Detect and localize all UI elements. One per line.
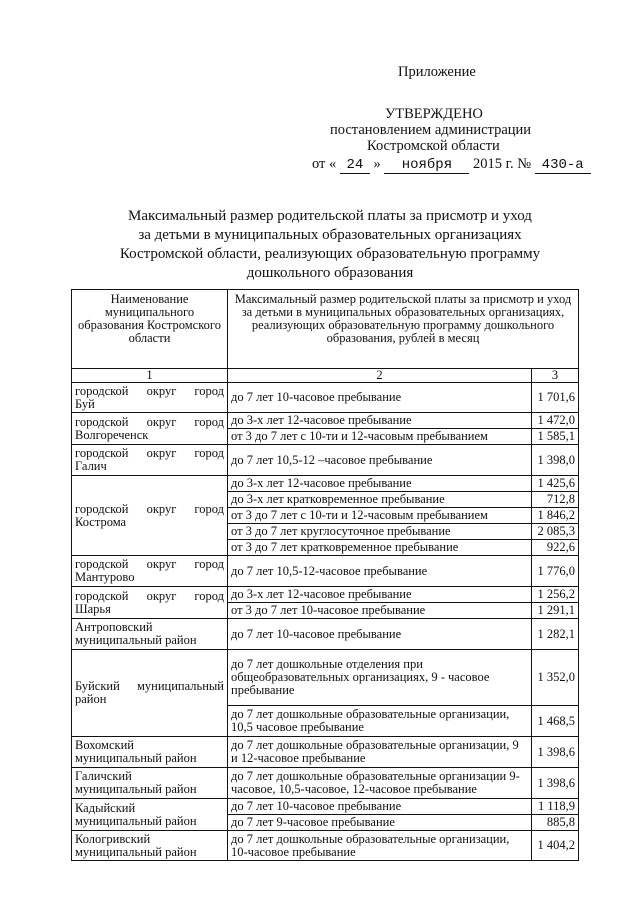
fee-value-cell: 1 585,1	[532, 429, 579, 445]
col-number-1: 1	[72, 369, 228, 383]
col-number-3: 3	[532, 369, 579, 383]
title-line-1: Максимальный размер родительской платы за присмотр и уход	[128, 208, 532, 224]
municipality-name-bottom: муниципальный район	[75, 782, 197, 796]
appendix-label: Приложение	[398, 64, 476, 80]
fee-value-cell: 1 776,0	[532, 556, 579, 587]
municipality-name-bottom: Мантурово	[75, 570, 135, 584]
fee-value-cell: 1 472,0	[532, 413, 579, 429]
municipality-name-bottom: район	[75, 692, 107, 706]
municipality-name-top: городской округ город	[75, 557, 224, 571]
municipality-name-cell	[72, 476, 228, 556]
table-row	[72, 587, 579, 603]
municipality-name-bottom: Кострома	[75, 514, 127, 529]
fee-table	[71, 289, 579, 861]
table-row	[72, 476, 579, 492]
stay-description-cell: до 7 лет 9-часовое пребывание	[228, 815, 532, 831]
stay-description-cell: от 3 до 7 лет с 10-ти и 12-часовым пребыванием	[228, 508, 532, 524]
col1-header: Наименование муниципального образования Костромского области	[72, 290, 228, 369]
fee-value-cell: 1 404,2	[532, 831, 579, 861]
municipality-name-bottom: Галич	[75, 459, 107, 473]
stay-description-cell: до 3-х лет кратковременное пребывание	[228, 492, 532, 508]
fee-value-cell: 922,6	[532, 540, 579, 556]
stay-description-cell: до 3-х лет 12-часовое пребывание	[228, 476, 532, 492]
municipality-name-cell	[72, 556, 228, 587]
decree-year: 2015 г. №	[473, 156, 532, 172]
fee-value-cell: 1 468,5	[532, 706, 579, 737]
municipality-name-cell	[72, 587, 228, 619]
col-number-2: 2	[228, 369, 532, 383]
fee-value-cell: 1 425,6	[532, 476, 579, 492]
decree-month: ноября	[384, 157, 469, 174]
table-row	[72, 383, 579, 413]
stay-description-cell: до 7 лет 10-часовое пребывание	[228, 383, 532, 413]
fee-value-cell: 885,8	[532, 815, 579, 831]
municipality-name-top: городской округ город	[75, 446, 224, 460]
date-quote-close: »	[373, 156, 381, 172]
fee-value-cell: 1 398,6	[532, 768, 579, 799]
municipality-name-cell	[72, 799, 228, 831]
municipality-name-top: городской округ город	[75, 383, 224, 398]
col2-header: Максимальный размер родительской платы за присмотр и уход за детьми в муниципальных образовательных организациях, реализующих образовательную программу дошкольного образования, рублей в месяц	[228, 290, 579, 369]
municipality-name-top: Галичский	[75, 769, 132, 783]
stay-description-cell: до 3-х лет 12-часовое пребывание	[228, 587, 532, 603]
table-row	[72, 445, 579, 476]
municipality-name-bottom: муниципальный район	[75, 633, 197, 647]
municipality-name-cell	[72, 619, 228, 650]
municipality-name-bottom: муниципальный район	[75, 751, 197, 765]
stay-description-cell: от 3 до 7 лет с 10-ти и 12-часовым пребыванием	[228, 429, 532, 445]
stay-description-cell: до 7 лет 10-часовое пребывание	[228, 619, 532, 650]
stay-description-cell: до 3-х лет 12-часовое пребывание	[228, 413, 532, 429]
municipality-name-cell	[72, 737, 228, 768]
table-row	[72, 413, 579, 429]
fee-value-cell: 1 398,6	[532, 737, 579, 768]
municipality-name-cell	[72, 650, 228, 737]
table-row	[72, 650, 579, 706]
stay-description-cell: до 7 лет дошкольные образовательные организации 9-часовое, 10,5-часовое, 12-часовое пребывание	[228, 768, 532, 799]
municipality-name-top: городской округ город	[75, 588, 224, 603]
municipality-name-top: городской округ город	[75, 501, 224, 516]
stay-description-cell: до 7 лет дошкольные образовательные организации, 10,5 часовое пребывание	[228, 706, 532, 737]
municipality-name-bottom: Буй	[75, 396, 95, 411]
stay-description-cell: от 3 до 7 лет кратковременное пребывание	[228, 540, 532, 556]
table-header-row	[72, 290, 579, 369]
municipality-name-top: Кологривский	[75, 831, 151, 846]
approved-label: УТВЕРЖДЕНО	[385, 106, 483, 122]
date-prefix: от «	[312, 156, 337, 172]
table-row	[72, 737, 579, 768]
fee-value-cell: 1 398,0	[532, 445, 579, 476]
table-row	[72, 556, 579, 587]
municipality-name-top: Кадыйский	[75, 800, 136, 815]
stay-description-cell: до 7 лет дошкольные образовательные организации, 9 и 12-часовое пребывание	[228, 737, 532, 768]
table-row	[72, 831, 579, 861]
fee-value-cell: 1 846,2	[532, 508, 579, 524]
stay-description-cell: до 7 лет 10-часовое пребывание	[228, 799, 532, 815]
municipality-name-bottom: Волгореченск	[75, 427, 149, 442]
table-row	[72, 768, 579, 799]
stay-description-cell: до 7 лет 10,5-12-часовое пребывание	[228, 556, 532, 587]
municipality-name-cell	[72, 445, 228, 476]
municipality-name-top: Буйский муниципальный	[75, 679, 224, 693]
stay-description-cell: от 3 до 7 лет круглосуточное пребывание	[228, 524, 532, 540]
table-row	[72, 799, 579, 815]
fee-value-cell: 1 291,1	[532, 603, 579, 619]
region-line: Костромской области	[367, 138, 500, 154]
decree-line: постановлением администрации	[330, 122, 532, 138]
title-line-4: дошкольного образования	[246, 265, 414, 281]
municipality-name-cell	[72, 768, 228, 799]
municipality-name-bottom: муниципальный район	[75, 813, 197, 828]
table-row	[72, 619, 579, 650]
fee-value-cell: 1 701,6	[532, 383, 579, 413]
fee-value-cell: 1 256,2	[532, 587, 579, 603]
stay-description-cell: до 7 лет 10,5-12 –часовое пребывание	[228, 445, 532, 476]
fee-value-cell: 1 282,1	[532, 619, 579, 650]
decree-number: 430-а	[535, 157, 591, 174]
title-line-3: Костромской области, реализующих образовательную программу	[119, 246, 541, 262]
municipality-name-cell	[72, 383, 228, 413]
municipality-name-top: Антроповский	[75, 620, 153, 634]
municipality-name-top: Вохомский	[75, 738, 134, 752]
title-line-2: за детьми в муниципальных образовательных организациях	[138, 227, 522, 243]
stay-description-cell: до 7 лет дошкольные образовательные организации, 10-часовое пребывание	[228, 831, 532, 861]
decree-day: 24	[340, 157, 370, 174]
column-number-row	[72, 369, 579, 383]
document-title	[90, 207, 570, 283]
fee-value-cell: 1 352,0	[532, 650, 579, 706]
fee-value-cell: 712,8	[532, 492, 579, 508]
stay-description-cell: до 7 лет дошкольные отделения при общеобразовательных организациях, 9 - часовое пребывание	[228, 650, 532, 706]
municipality-name-cell	[72, 831, 228, 861]
municipality-name-top: городской округ город	[75, 414, 224, 429]
fee-value-cell: 2 085,3	[532, 524, 579, 540]
fee-value-cell: 1 118,9	[532, 799, 579, 815]
municipality-name-cell	[72, 413, 228, 445]
decree-date-line	[312, 156, 591, 174]
stay-description-cell: от 3 до 7 лет 10-часовое пребывание	[228, 603, 532, 619]
municipality-name-bottom: муниципальный район	[75, 844, 197, 859]
municipality-name-bottom: Шарья	[75, 601, 111, 616]
